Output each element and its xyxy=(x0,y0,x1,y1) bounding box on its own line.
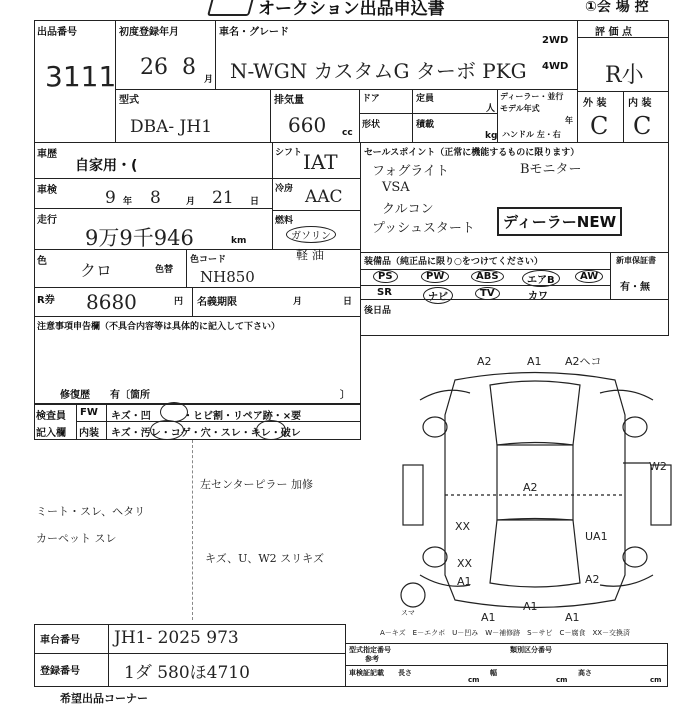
diagram-mark-7: XX xyxy=(455,520,471,533)
recycle-label: R券 xyxy=(37,295,55,306)
equip-sr: SR xyxy=(377,287,392,298)
selling-point-1: フォグライト xyxy=(372,164,449,179)
inspection-year: 9 xyxy=(105,188,116,208)
evaluation-label: 評 価 点 xyxy=(595,27,632,38)
inspection-label: 車検 xyxy=(37,185,57,196)
inspector-row2: キズ・汚レ・コゲ・穴・スレ・キレ・破レ xyxy=(111,428,301,439)
first-reg-label: 初度登録年月 xyxy=(119,27,179,38)
displacement-unit: cc xyxy=(342,128,353,138)
regist-limit-month: 月 xyxy=(293,297,303,307)
fuel-diesel: 軽 油 xyxy=(296,248,324,262)
diagram-mark-12: A1 xyxy=(481,611,496,624)
inspector-row1-a: キズ・凹 xyxy=(111,411,151,422)
model-label: 型式 xyxy=(119,95,139,106)
model-cert-unit-2: cm xyxy=(556,676,568,684)
inspection-month: 8 xyxy=(150,188,161,208)
capacity-unit: 人 xyxy=(486,104,496,114)
first-reg-month-unit: 月 xyxy=(204,75,214,85)
capacity-label: 定員 xyxy=(416,94,435,104)
mileage-label: 走行 xyxy=(37,215,57,226)
post-day-box xyxy=(360,299,669,336)
color-value: クロ xyxy=(80,261,113,280)
inspector-interior: 内装 xyxy=(79,428,99,439)
model-cert-label-2: 類別区分番号 xyxy=(510,646,552,654)
diagram-mark-8: XX xyxy=(457,557,473,570)
remark-right-2: キズ、U、W2 スリキズ xyxy=(205,552,324,565)
selling-point-4: クルコン xyxy=(382,202,434,217)
load-unit: kg xyxy=(485,131,498,141)
mileage-value: 9万9千946 xyxy=(85,226,194,250)
diagram-mark-10: A1 xyxy=(523,600,538,613)
header-logo xyxy=(207,0,255,16)
diagram-mark-13: A1 xyxy=(565,611,580,624)
fuel-label: 燃料 xyxy=(275,216,294,226)
dealer-new-stamp: ディーラーNEW xyxy=(497,207,622,236)
color-code-title: 色コード xyxy=(190,255,227,265)
shape-label: 形状 xyxy=(362,120,381,130)
inspector-mark-scuff xyxy=(256,420,286,440)
model-year-label: モデル年式 xyxy=(500,104,540,113)
notes-label: 注意事項申告欄（不具合内容等は具体的に記入して下さい） xyxy=(37,322,281,332)
selling-point-5: プッシュスタート xyxy=(372,221,475,236)
diagram-legend: A－キズ E－エクボ U－凹み W－補修跡 S－サビ C－腐食 XX－交換済 xyxy=(380,629,631,637)
vehicle-name-value: N-WGN カスタムG ターボ PKG xyxy=(230,59,527,83)
recycle-unit: 円 xyxy=(174,297,184,307)
mileage-unit: km xyxy=(231,236,247,246)
handle-label: ハンドル 左・右 xyxy=(502,130,561,139)
diagram-mark-14: スマ xyxy=(401,609,415,617)
equip-pw: PW xyxy=(421,270,449,283)
inspector-mark-dent xyxy=(160,402,188,422)
equip-abs: ABS xyxy=(471,270,504,283)
model-cert-ref-1: 参考 xyxy=(365,655,379,663)
diagram-mark-3: A2ヘコ xyxy=(565,355,602,368)
regist-limit-day: 日 xyxy=(343,297,353,307)
exterior-value: C xyxy=(590,112,609,140)
footer-text: 希望出品コーナー xyxy=(60,692,148,705)
interior-label: 内 装 xyxy=(628,98,652,109)
equip-navi: ナビ xyxy=(423,287,453,304)
inspection-year-unit: 年 xyxy=(123,197,133,207)
equip-aw: AW xyxy=(575,270,603,283)
chassis-value: JH1- 2025 973 xyxy=(114,628,239,648)
remark-right-1: 左センターピラー 加修 xyxy=(200,478,314,491)
color-code-value: NH850 xyxy=(200,268,255,286)
model-cert-unit-3: cm xyxy=(650,676,662,684)
diagram-mark-5: A2 xyxy=(523,481,538,494)
inspector-label-1: 検査員 xyxy=(36,411,66,422)
exterior-label: 外 装 xyxy=(583,98,607,109)
shift-label: シフト xyxy=(275,148,303,158)
recycle-value: 8680 xyxy=(86,290,137,314)
inspection-day-unit: 日 xyxy=(250,197,260,207)
inspector-fw: FW xyxy=(80,407,98,418)
inspection-month-unit: 月 xyxy=(186,197,196,207)
inspector-mark-stain xyxy=(150,420,184,440)
equip-leather: カワ xyxy=(528,291,548,302)
model-cert-label-1: 型式指定番号 xyxy=(349,646,391,654)
dealer-label: ディーラー・並行 xyxy=(500,92,564,101)
drive-4wd: 4WD xyxy=(542,61,569,72)
evaluation-score: R小 xyxy=(605,63,644,88)
history-value: 自家用・( xyxy=(75,158,138,174)
plate-label: 登録番号 xyxy=(40,666,80,677)
shift-value: IAT xyxy=(303,150,338,174)
door-label: ドア xyxy=(362,94,380,104)
model-year-unit: 年 xyxy=(565,116,573,125)
lot-label: 出品番号 xyxy=(37,27,77,38)
color-label: 色 xyxy=(37,256,47,267)
first-reg-year: 26 xyxy=(140,55,168,80)
diagram-mark-2: A1 xyxy=(527,355,542,368)
equip-tv: TV xyxy=(475,287,500,300)
regist-limit-label: 名義期限 xyxy=(197,297,237,308)
inspector-row1-b: ・ヒビ割・リペア跡・×要 xyxy=(183,411,302,422)
remark-left-2: カーペット スレ xyxy=(36,532,117,545)
plate-value: 1ダ 580ほ4710 xyxy=(124,663,250,683)
equip-ps: PS xyxy=(373,270,398,283)
model-cert-length: 長さ xyxy=(398,669,412,677)
lot-number: 3111 xyxy=(45,60,117,93)
warranty-label: 新車保証書 xyxy=(616,256,656,265)
model-value: DBA- JH1 xyxy=(130,117,213,137)
diagram-mark-4: W2 xyxy=(649,460,667,473)
model-cert-unit-1: cm xyxy=(468,676,480,684)
damage-diagram xyxy=(395,345,680,630)
load-label: 積載 xyxy=(416,120,435,130)
displacement-value: 660 xyxy=(288,113,327,137)
repair-label: 修復歴 xyxy=(60,390,90,401)
model-cert-height: 高さ xyxy=(578,669,592,677)
repair-value: 有〔箇所 xyxy=(110,390,150,401)
post-day-label: 後日品 xyxy=(364,306,392,316)
inspector-label-2: 記入欄 xyxy=(36,428,66,439)
diagram-mark-9: A1 xyxy=(457,575,472,588)
inspection-day: 21 xyxy=(212,188,234,208)
vehicle-name-label: 車名・グレード xyxy=(219,27,289,38)
diagram-mark-11: A2 xyxy=(585,573,600,586)
displacement-label: 排気量 xyxy=(274,95,304,106)
header-title: オークション出品申込書 xyxy=(258,0,445,19)
equip-airbag: エアB xyxy=(522,270,560,287)
header-venue: ①会 場 控 xyxy=(585,0,649,15)
aircon-label: 冷房 xyxy=(275,184,294,194)
repair-end: 〕 xyxy=(340,390,350,401)
diagram-mark-6: UA1 xyxy=(585,530,608,543)
selling-point-2: Bモニター xyxy=(520,162,582,177)
equipment-label: 装備品（純正品に限り○をつけてください） xyxy=(364,257,543,267)
remark-left-1: ミート・スレ、ヘタリ xyxy=(36,505,146,518)
chassis-label: 車台番号 xyxy=(40,635,80,646)
interior-value: C xyxy=(633,112,652,140)
color-change-label: 色替 xyxy=(155,265,174,275)
diagram-mark-1: A2 xyxy=(477,355,492,368)
model-cert-size: 車検証記載 xyxy=(349,669,384,677)
selling-point-3: VSA xyxy=(382,180,410,195)
first-reg-month: 8 xyxy=(182,55,196,80)
selling-points-label: セールスポイント（正常に機能するものに限ります） xyxy=(364,148,580,158)
model-cert-width: 幅 xyxy=(490,669,497,677)
history-label: 車歴 xyxy=(37,149,57,160)
warranty-value: 有・無 xyxy=(620,282,650,293)
aircon-value: AAC xyxy=(305,187,343,207)
fuel-gas: ガソリン xyxy=(286,226,336,243)
drive-2wd: 2WD xyxy=(542,35,569,46)
